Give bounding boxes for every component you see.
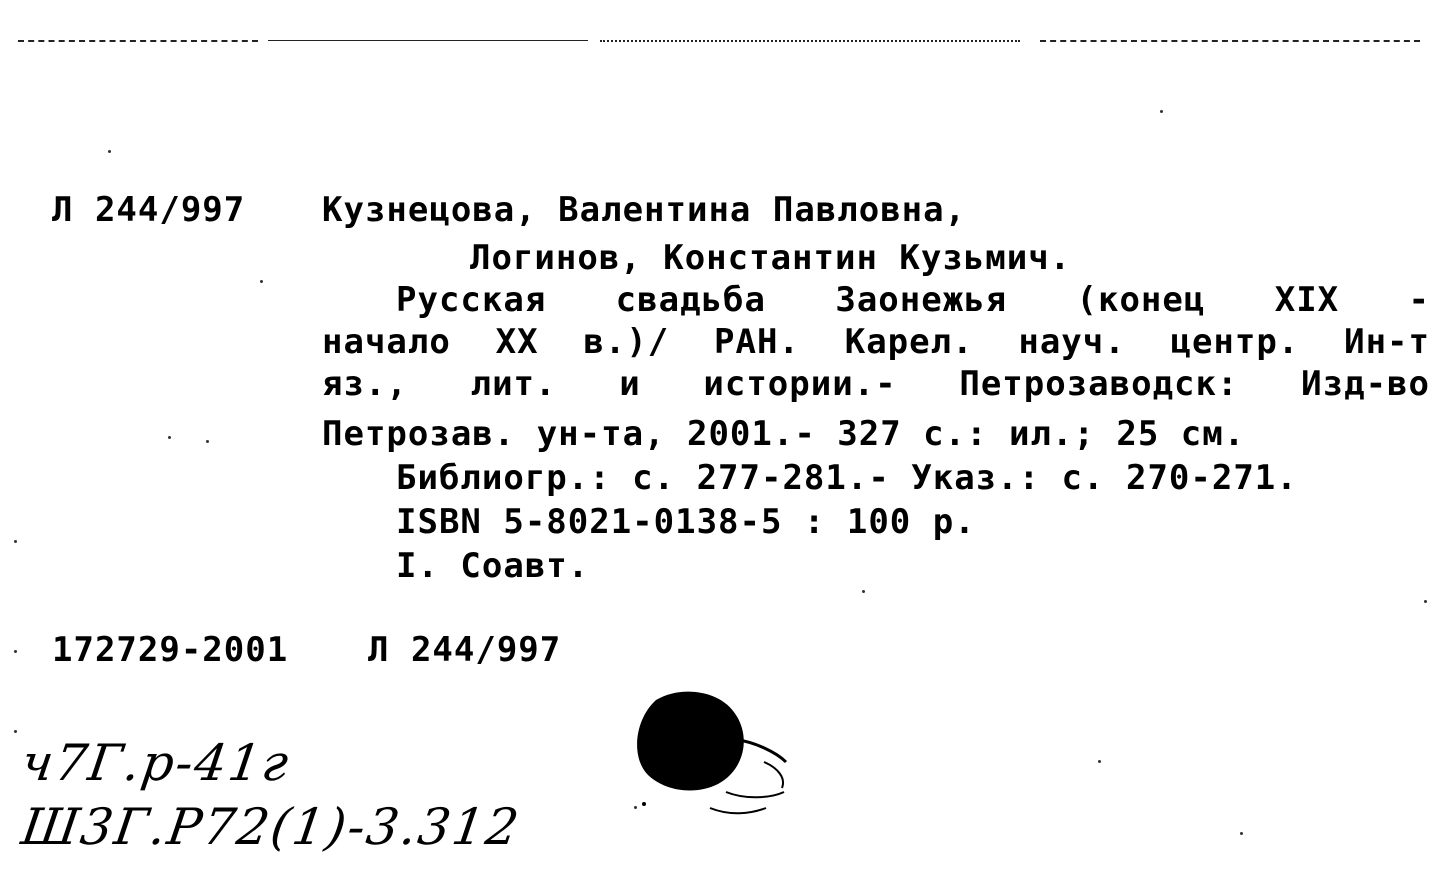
call-number-top: Л 244/997 <box>52 190 246 230</box>
accession-number: 172729-2001 <box>52 630 289 670</box>
top-rule-segment <box>18 40 258 42</box>
coauthor-tracing: I. Соавт. <box>396 546 590 586</box>
top-rule-segment <box>1040 40 1420 42</box>
paper-speck <box>14 730 17 733</box>
paper-speck <box>168 436 171 439</box>
paper-speck <box>260 280 263 283</box>
title-line-2: начало XX в.)/ РАН. Карел. науч. центр. Ин-т <box>322 322 1430 362</box>
physical-description: Петрозав. ун-та, 2001.- 327 с.: ил.; 25 см. <box>322 414 1246 454</box>
paper-speck <box>1240 832 1243 835</box>
handwritten-classification-1: ч7Г.р-41г <box>17 734 294 792</box>
paper-speck <box>14 540 17 543</box>
top-rule-segment <box>268 40 588 41</box>
title-line-1: Русская свадьба Заонежья (конец XIX - <box>396 280 1430 320</box>
ink-blot <box>626 680 806 830</box>
call-number-bottom: Л 244/997 <box>368 630 562 670</box>
paper-speck <box>14 650 17 653</box>
paper-speck <box>634 806 637 809</box>
paper-speck <box>108 150 111 153</box>
imprint-line: яз., лит. и истории.- Петрозаводск: Изд-во <box>322 364 1430 404</box>
top-rule-segment <box>600 40 1020 42</box>
paper-speck <box>1098 760 1101 763</box>
paper-speck <box>1160 110 1163 113</box>
paper-speck <box>1424 600 1427 603</box>
author-primary: Кузнецова, Валентина Павловна, <box>322 190 967 230</box>
bibliography-note: Библиогр.: с. 277-281.- Указ.: с. 270-271. <box>396 458 1298 498</box>
isbn-line: ISBN 5-8021-0138-5 : 100 р. <box>396 502 976 542</box>
author-secondary: Логинов, Константин Кузьмич. <box>470 238 1072 278</box>
paper-speck <box>206 440 209 443</box>
paper-speck <box>862 590 865 593</box>
handwritten-classification-2: Ш3Г.Р72(1)-3.312 <box>17 798 525 856</box>
